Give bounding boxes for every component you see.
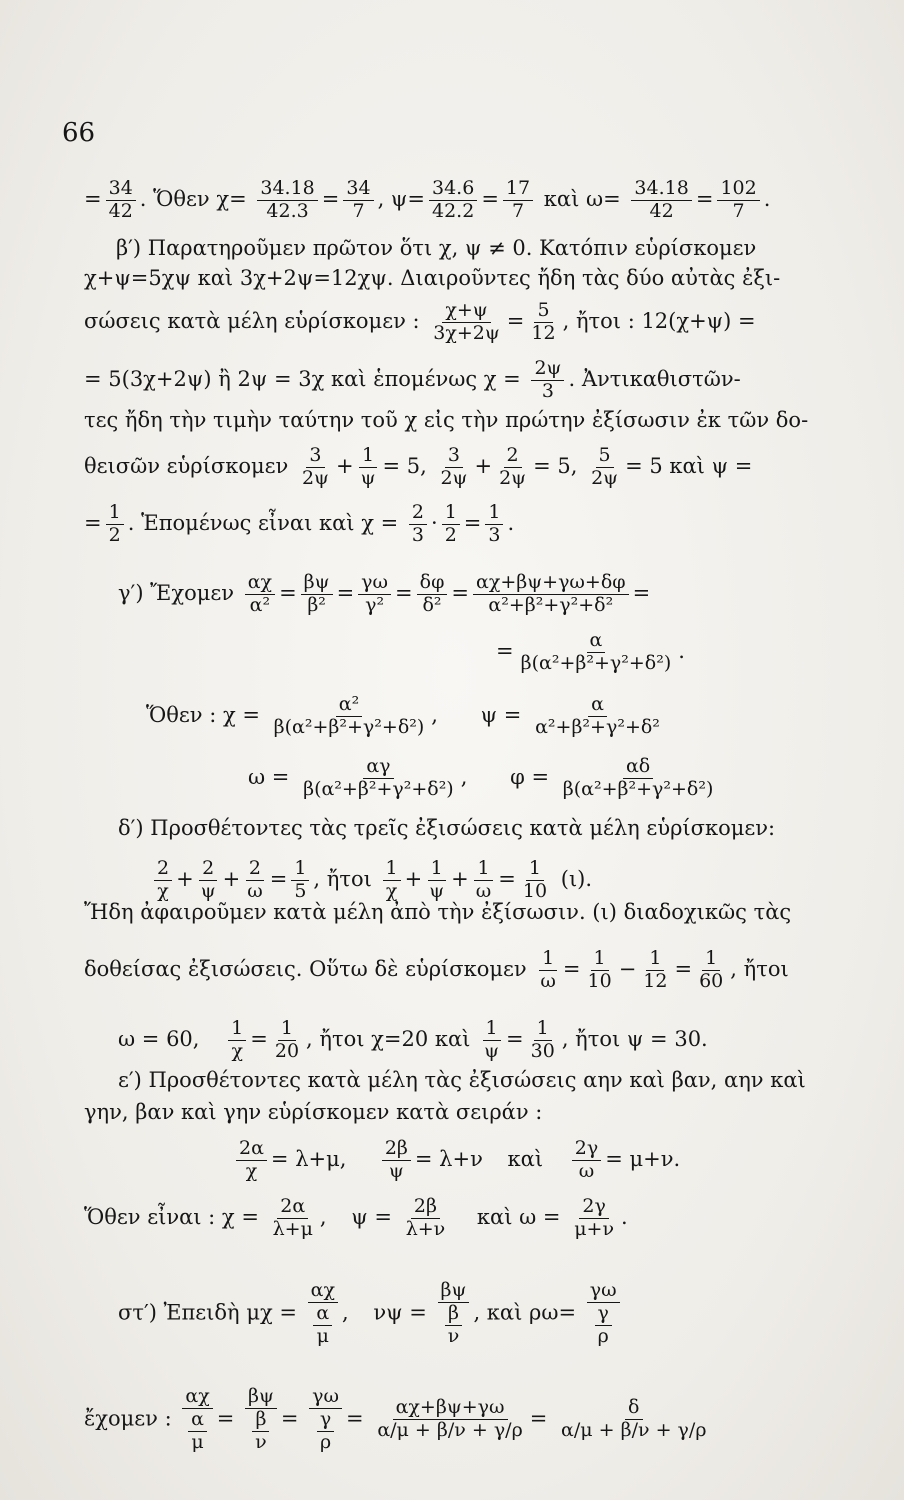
eq-line-1: = $\frac{34}{42}$ . Ὅθεν χ= $\frac{34.18}{42.3}$ = $\frac{34}{7}$ , ψ= $\frac{34.6}{42.2}$ = $\frac{17}{7}$ καὶ ω= $\frac{34.18}{42}$ = $\frac{102}{7}$ . [84,177,771,222]
text-e-line4: Ὅθεν εἶναι : χ = $\frac{2\alpha}{\lambda+\mu}$ , ψ = $\frac{2\beta}{\lambda+\nu}$ καὶ ω = $\frac{2\gamma}{\mu+\nu}$ . [84,1195,628,1240]
text-b-line3: σώσεις κατὰ μέλη εὑρίσκομεν : $\frac{\chi+\psi}{3\chi+2\psi}$ = $\frac{5}{12}$ , ἤτοι : 12(χ+ψ) = [84,299,756,344]
text-final: ἔχομεν : αχ α μ = βψ β ν = γω γ ρ = $\frac{\alpha\chi+\beta\psi+\gamma\omega}{\alpha/\mu + \beta/\nu + \gamma/\rho}$ = $\frac{\delta}{\alpha/\mu + \beta/\nu + \gamma/\rho}$ [84,1385,707,1453]
text-b-line2: χ+ψ=5χψ καὶ 3χ+2ψ=12χψ. Διαιροῦντες ἤδη τὰς δύο αὐτὰς ἐξι- [84,266,781,290]
text-b-line1: β′) Παρατηροῦμεν πρῶτον ὅτι χ, ψ ≠ 0. Κατόπιν εὑρίσκομεν [116,236,757,260]
text-b-line6: θεισῶν εὑρίσκομεν $\frac{3}{2\psi}$ + $\frac{1}{\psi}$ = 5, $\frac{3}{2\psi}$ + $\frac{2}{2\psi}$ = 5, $\frac{5}{2\psi}$ = 5 καὶ ψ = [84,444,753,489]
text-d-line3: Ἤδη ἀφαιροῦμεν κατὰ μέλη ἀπὸ τὴν ἐξίσωσιν. (ι) διαδοχικῶς τὰς [84,900,792,924]
text-g-line3: Ὅθεν : χ = $\frac{\text{α²}}{\text{β(α²+β²+γ²+δ²)}}$ , ψ = $\frac{\alpha}{\text{α²+β²+γ²+δ²}}$ [146,693,660,738]
text-e-line1: ε′) Προσθέτοντες κατὰ μέλη τὰς ἐξισώσεις αην καὶ βαν, αην καὶ [118,1068,806,1092]
text-st-line1: στ′) Ἐπειδὴ μχ = αχ α μ , νψ = βψ β ν , καὶ ρω= γω γ ρ [0,1280,904,1348]
text-e-line3: $\frac{2\alpha}{\chi}$ = λ+μ, $\frac{2\beta}{\psi}$ = λ+ν καὶ $\frac{2\gamma}{\omega}$ = μ+ν. [0,1138,904,1183]
text-g-line2: = $\frac{\alpha}{\text{β(α²+β²+γ²+δ²)}}$ . [496,629,685,674]
text-d-line4: δοθείσας ἐξισώσεις. Οὕτω δὲ εὑρίσκομεν $\frac{1}{\omega}$ = $\frac{1}{10}$ − $\frac{1}{12}$ = $\frac{1}{60}$ , ἤτοι [84,947,789,992]
text-g-line1: γ′) Ἔχομεν $\frac{\alpha\chi}{\text{α²}}$ = $\frac{\beta\psi}{\text{β²}}$ = $\frac{\gamma\omega}{\text{γ²}}$ = $\frac{\delta\varphi}{\text{δ²}}$ = $\frac{\alpha\chi+\beta\psi+\gamma\omega+\delta\varphi}{\text{α²+β²+γ²+δ²}}$ = [118,571,651,616]
text-d-line2: $\frac{2}{\chi}$ + $\frac{2}{\psi}$ + $\frac{2}{\omega}$ = $\frac{1}{5}$ , ἤτοι $\frac{1}{\chi}$ + $\frac{1}{\psi}$ + $\frac{1}{\omega}$ = $\frac{1}{10}$ (ι). [0,858,904,903]
text-d-line5: ω = 60, $\frac{1}{\chi}$ = $\frac{1}{20}$ , ἤτοι χ=20 καὶ $\frac{1}{\psi}$ = $\frac{1}{30}$ , ἤτοι ψ = 30. [118,1017,708,1062]
text-e-line2: γην, βαν καὶ γην εὑρίσκομεν κατὰ σειράν : [84,1100,543,1124]
text-b-line5: τες ἤδη τὴν τιμὴν ταύτην τοῦ χ εἰς τὴν πρώτην ἐξίσωσιν ἐκ τῶν δο- [84,408,809,432]
text-b-line7: = $\frac{1}{2}$ . Ἑπομένως εἶναι καὶ χ = $\frac{2}{3}$ · $\frac{1}{2}$ = $\frac{1}{3}$ . [84,501,515,546]
page-number: 66 [62,118,96,148]
text-g-line4: ω = $\frac{\alpha\gamma}{\text{β(α²+β²+γ²+δ²)}}$ , φ = $\frac{\alpha\delta}{\text{β(α²+β²+γ²+δ²)}}$ [248,755,714,800]
text-d-line1: δ′) Προσθέτοντες τὰς τρεῖς ἐξισώσεις κατὰ μέλη εὑρίσκομεν: [118,816,776,840]
text-b-line4: = 5(3χ+2ψ) ἢ 2ψ = 3χ καὶ ἑπομένως χ = $\frac{2\psi}{3}$ . Ἀντικαθιστῶν- [84,357,741,402]
